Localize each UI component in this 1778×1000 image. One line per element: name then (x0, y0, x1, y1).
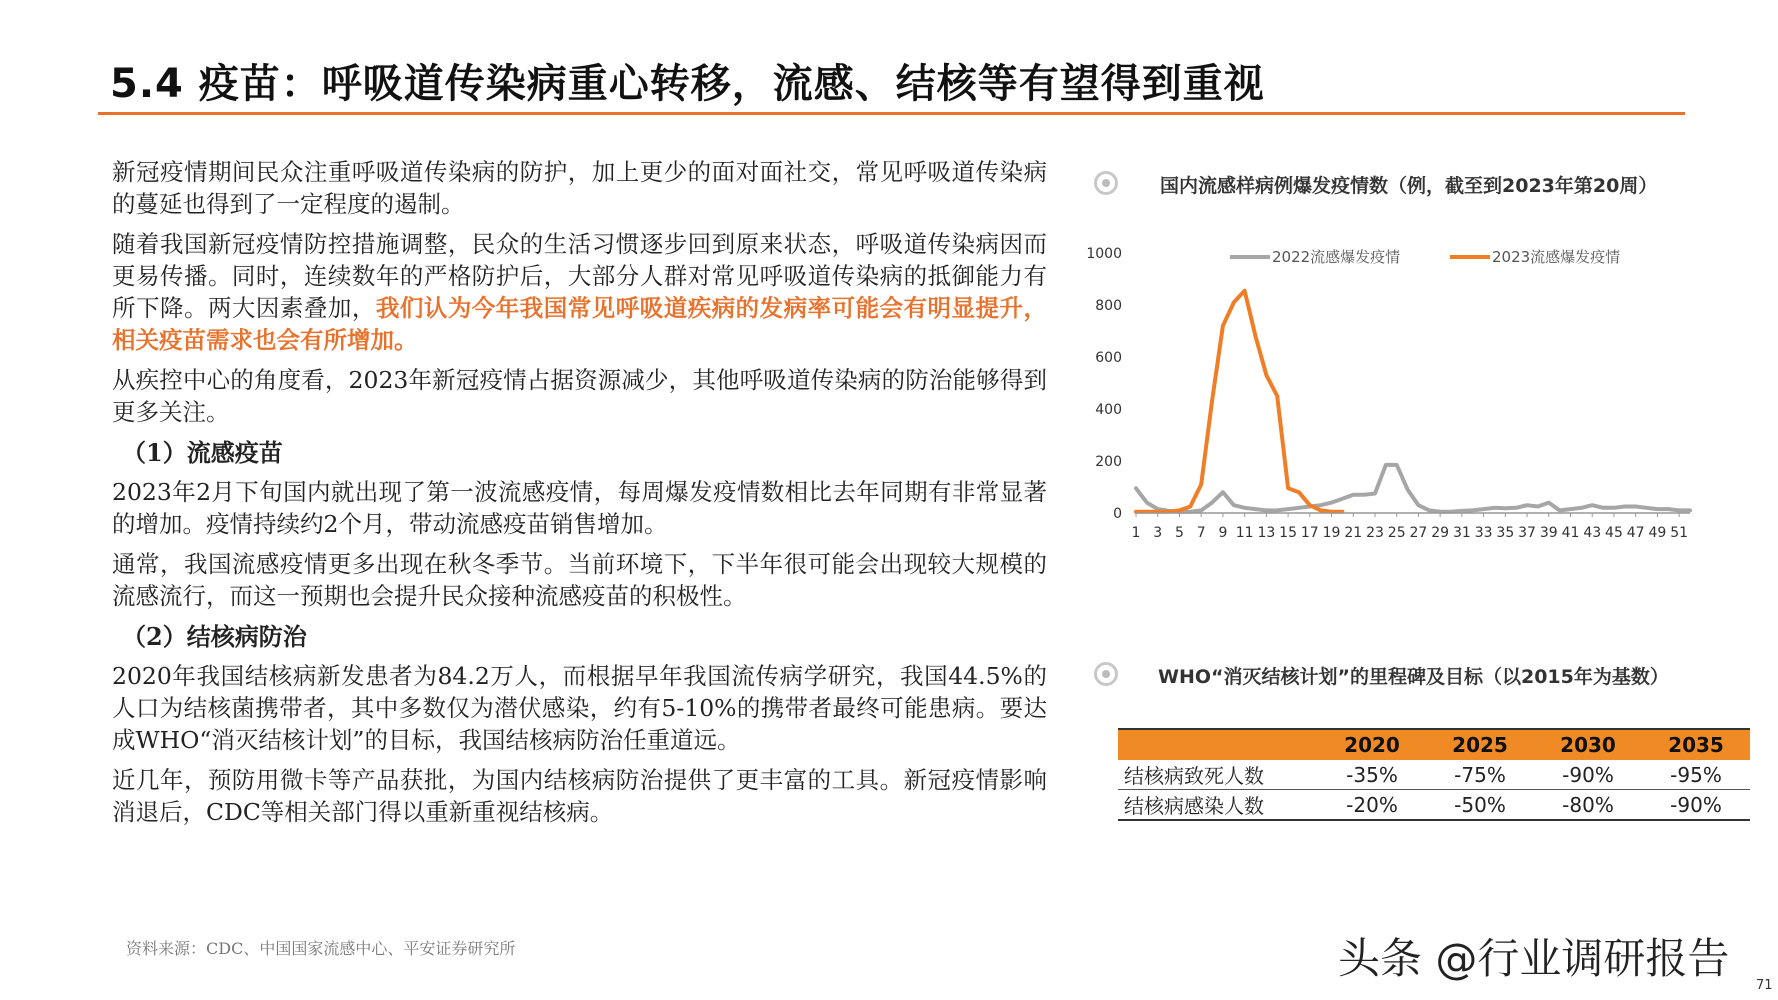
x-tick-label: 39 (1539, 525, 1558, 541)
paragraph-1: 新冠疫情期间民众注重呼吸道传染病的防护，加上更少的面对面社交，常见呼吸道传染病的蔓延也得到了一定程度的遏制。 (112, 158, 1047, 218)
table-cell: -80% (1534, 790, 1642, 821)
table-row-label: 结核病致死人数 (1118, 760, 1318, 790)
subheading-tuberculosis: （2）结核病防治 (122, 622, 307, 651)
x-tick-label: 51 (1670, 525, 1689, 541)
x-tick-label: 37 (1518, 525, 1536, 541)
table-title: WHO“消灭结核计划”的里程碑及目标（以2015年为基数） (1158, 666, 1669, 688)
x-tick-label: 47 (1626, 525, 1645, 541)
paragraph-2-text: 随着我国新冠疫情防控措施调整，民众的生活习惯逐步回到原来状态，呼吸道传染病因而更易传播。同时，连续数年的严格防护后，大部分人群对常见呼吸道传染病的抵御能力有所下降。两大因素叠加， (112, 230, 1047, 322)
x-tick-label: 19 (1322, 525, 1341, 541)
page-number: 71 (1756, 978, 1773, 993)
paragraph-5: 通常，我国流感疫情更多出现在秋冬季节。当前环境下，下半年很可能会出现较大规模的流感流行，而这一预期也会提升民众接种流感疫苗的积极性。 (112, 550, 1047, 610)
table-cell: -90% (1642, 790, 1750, 821)
x-tick-label: 7 (1196, 525, 1206, 541)
legend-label: 2023流感爆发疫情 (1492, 248, 1621, 266)
legend-label: 2022流感爆发疫情 (1272, 248, 1401, 266)
x-tick-label: 35 (1496, 525, 1515, 541)
x-tick-label: 31 (1452, 525, 1471, 541)
paragraph-7: 近几年，预防用微卡等产品获批，为国内结核病防治提供了更丰富的工具。新冠疫情影响消退后，CDC等相关部门得以重新重视结核病。 (112, 766, 1047, 826)
x-tick-label: 49 (1648, 525, 1667, 541)
x-tick-label: 45 (1605, 525, 1623, 541)
table-header-cell: 2030 (1534, 729, 1642, 760)
chart-bullet-icon (1094, 171, 1118, 195)
table-cell: -50% (1426, 790, 1534, 821)
x-tick-label: 27 (1409, 525, 1428, 541)
table-header-cell: 2020 (1318, 729, 1426, 760)
x-tick-label: 13 (1257, 525, 1276, 541)
paragraph-4: 2023年2月下旬国内就出现了第一波流感疫情，每周爆发疫情数相比去年同期有非常显著的增加。疫情持续约2个月，带动流感疫苗销售增加。 (112, 478, 1047, 538)
x-tick-label: 5 (1174, 525, 1184, 541)
page-title: 5.4 疫苗：呼吸道传染病重心转移，流感、结核等有望得到重视 (110, 61, 1265, 107)
y-tick-label: 200 (1095, 454, 1122, 470)
x-tick-label: 15 (1279, 525, 1297, 541)
x-tick-label: 11 (1235, 525, 1254, 541)
flu-outbreak-chart (1070, 235, 1710, 565)
who-tb-targets-table (1118, 728, 1750, 821)
table-row (1118, 760, 1750, 790)
subheading-flu-vaccine: （1）流感疫苗 (122, 438, 283, 467)
title-divider (98, 112, 1685, 115)
paragraph-6: 2020年我国结核病新发患者为84.2万人，而根据早年我国流传病学研究，我国44.5%的人口为结核菌携带者，其中多数仅为潜伏感染，约有5-10%的携带者最终可能患病。要达成WHO“消灭结核计划”的目标，我国结核病防治任重道远。 (112, 662, 1047, 754)
table-header-cell: 2025 (1426, 729, 1534, 760)
y-tick-label: 600 (1095, 350, 1122, 366)
x-tick-label: 23 (1366, 525, 1384, 541)
table-cell: -20% (1318, 790, 1426, 821)
paragraph-3: 从疾控中心的角度看，2023年新冠疫情占据资源减少，其他呼吸道传染病的防治能够得到更多关注。 (112, 366, 1047, 426)
x-tick-label: 29 (1431, 525, 1450, 541)
table-bullet-icon (1094, 662, 1118, 686)
table-cell: -90% (1534, 760, 1642, 790)
x-tick-label: 25 (1387, 525, 1406, 541)
y-tick-label: 0 (1113, 506, 1122, 522)
x-tick-label: 1 (1131, 525, 1141, 541)
table-row-label: 结核病感染人数 (1118, 790, 1318, 821)
x-tick-label: 41 (1561, 525, 1580, 541)
y-tick-label: 1000 (1086, 246, 1122, 262)
table-header-cell (1118, 729, 1318, 760)
series-line-2 (1136, 291, 1342, 512)
table-header-row (1118, 729, 1750, 760)
table-row (1118, 790, 1750, 821)
x-tick-label: 43 (1583, 525, 1602, 541)
chart-title: 国内流感样病例爆发疫情数（例，截至到2023年第20周） (1160, 175, 1658, 197)
table-cell: -95% (1642, 760, 1750, 790)
table-cell: -35% (1318, 760, 1426, 790)
x-tick-label: 21 (1344, 525, 1363, 541)
x-tick-label: 9 (1218, 525, 1228, 541)
paragraph-2-highlight: 我们认为今年我国常见呼吸道疾病的发病率可能会有明显提升，相关疫苗需求也会有所增加。 (112, 294, 1048, 354)
watermark: 头条 @行业调研报告 (1338, 934, 1730, 983)
table-cell: -75% (1426, 760, 1534, 790)
x-tick-label: 33 (1474, 525, 1493, 541)
x-tick-label: 17 (1300, 525, 1319, 541)
paragraph-2 (112, 228, 1047, 356)
source-note: 资料来源：CDC、中国国家流感中心、平安证券研究所 (126, 939, 516, 958)
x-tick-label: 3 (1153, 525, 1163, 541)
y-tick-label: 800 (1095, 298, 1122, 314)
table-header-cell: 2035 (1642, 729, 1750, 760)
y-tick-label: 400 (1095, 402, 1122, 418)
series-line-1 (1136, 465, 1690, 512)
body-text (112, 156, 1047, 836)
